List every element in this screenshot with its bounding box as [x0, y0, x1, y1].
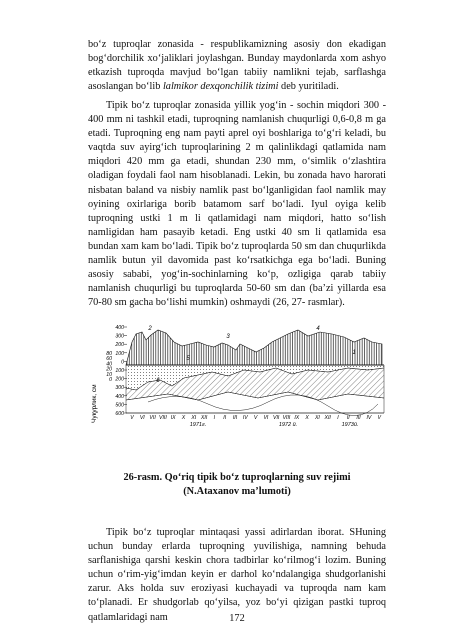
month-label: VIII	[282, 415, 291, 421]
left-tick-label: 10	[106, 371, 112, 378]
right-axis	[114, 325, 127, 417]
month-label: V	[130, 415, 134, 421]
month-label: I	[213, 415, 216, 421]
zone-label: 3	[226, 334, 230, 340]
figure-source: (N.Ataxanov ma’lumoti)	[183, 486, 291, 497]
month-label: X	[305, 415, 309, 421]
moisture-area-upper	[126, 330, 382, 365]
month-label: IV	[242, 415, 248, 421]
right-tick-label: 200	[115, 376, 124, 383]
right-tick-label: 300	[115, 385, 124, 392]
month-label: II	[223, 415, 227, 421]
paragraph-1	[88, 38, 386, 94]
left-tick-label: 40	[106, 361, 112, 368]
paragraph-1-italic: lalmikor dexqonchilik tizimi	[162, 81, 279, 93]
right-tick-label: 400	[115, 325, 124, 331]
right-tick-label: 600	[115, 411, 124, 417]
month-label: I	[337, 415, 339, 421]
left-tick-label: 60	[106, 356, 112, 363]
right-tick-label: 500	[115, 402, 124, 409]
month-label: II	[346, 415, 350, 421]
right-tick-label: 100	[115, 368, 124, 374]
paragraph-1-text: bo‘z tuproqlar zonasida - respublikamizning asosiy don ekadigan bog‘dorchilik xo‘jaliklari joylashgan. Bunday maydonlarda xom ashyo etkazish tuproqda mavjud bo‘lgan tabiiy namlikni tejab, sarflashga asoslangan bo‘lib	[88, 39, 386, 93]
right-tick-label: 400	[115, 393, 124, 400]
month-label: X	[181, 415, 186, 421]
zone-label: 6	[156, 378, 160, 384]
year-labels	[190, 421, 359, 428]
zone-label: 4	[316, 326, 320, 332]
month-label: III	[356, 415, 361, 421]
left-tick-label: 20	[106, 366, 112, 373]
year-label: 1972 й.	[278, 422, 298, 428]
paragraph-2: Tipik bo‘z tuproqlar zonasida yillik yog‘in - sochin miqdori 300 - 400 mm ni tashkil etadi, tuproqning namlanish chuqurligi 0,6-0,8 m ga etadi. Tuproqning eng nam payti aprel oyi boshlariga to‘g‘ri keladi, bu vaqtda suv ayirg‘ich tuproqlarining 2 m qalinlikdagi qatlamida nam miqdori 420 mm ga etadi, shundan 230 mm, o‘simlik o‘zlashtira oladigan foydali faol nam hisoblanadi. Lekin, bu zonada havo harorati nisbatan baland va nisbiy namlik past bo‘lganligidan faol namlik may oyining oxirlariga borib batamom sarf bo‘ladi. Iyul oyiga kelib tuproqning ustki 1 m li qatlamidagi nam miqdori, hatto so‘lish namligidan ham pasayib ketadi. Eng ustki 40 sm li qatlamida esa bundan xam kam bo‘ladi. Tipik bo‘z tuproqlarda 50 sm dan chuqurlikda namlik butun yil davomida past ko‘rsatkichga ega bo‘ladi. Buning asosiy sababi, yog‘in-sochinlarning ko‘p, ozligiga qarab tabiiy namlanish chuqurligi bu tuproqlarda 50-60 sm dan (ba’zi yillarda esa 70-80 sm gacha bo‘lishi mumkin) oshmaydi (26, 27- rasmlar).	[88, 100, 386, 309]
year-label: 1973й.	[341, 422, 359, 428]
right-tick-label: 0	[121, 359, 124, 366]
diagram-svg	[88, 320, 390, 432]
depth-axis-label: Чуқурлик, см	[91, 384, 98, 423]
month-label: VII	[149, 415, 156, 421]
month-label: V	[253, 415, 258, 421]
month-label: VI	[139, 415, 145, 421]
left-tick-label: 0	[109, 377, 112, 383]
paragraph-3: Tipik bo‘z tuproqlar mintaqasi yassi adirlardan iborat. SHuning uchun bunday erlarda tuproqning yuvilishiga, namning behuda sarflanishiga qarshi keskin chora tadbirlar ko‘rilmog‘i lozim. Buning uchun o‘rim-yig‘imdan keyin er darhol ko‘ndalangiga shudgorlanishi zarur. Aks holda suv eroziyasi kuchayadi va tuproqda nam kam to‘planadi. Er shudgorlab qo‘yilsa, yoz bo‘yi qizigan pastki tuproq qatlamlaridagi nam	[88, 527, 386, 623]
isoline-inner	[148, 395, 378, 416]
month-label: VII	[273, 415, 280, 421]
month-label: XI	[191, 415, 197, 421]
month-label: V	[377, 415, 381, 421]
month-label: XI	[314, 415, 320, 421]
left-tick-label: 80	[106, 351, 112, 357]
month-label: VI	[263, 415, 269, 421]
paragraph-1-end: deb yuritiladi.	[278, 81, 339, 93]
zone-label: 2	[148, 326, 152, 332]
figure-caption: 26-rasm. Qo‘riq tipik bo‘z tuproqlarning suv rejimi	[123, 472, 351, 483]
month-label: III	[232, 415, 238, 421]
zone-label: 1	[352, 350, 356, 356]
month-label: IV	[366, 415, 372, 421]
left-axis	[105, 351, 112, 383]
month-label: XII	[200, 415, 208, 421]
year-label: 1971г.	[189, 422, 207, 428]
page-number: 172	[229, 613, 245, 624]
month-label: VIII	[159, 415, 167, 421]
month-label: IX	[294, 415, 300, 421]
soil-moisture-diagram	[88, 320, 390, 432]
right-tick-label: 100	[115, 350, 124, 357]
month-label: XII	[324, 415, 331, 421]
month-labels	[130, 415, 381, 421]
month-label: IX	[170, 415, 176, 421]
right-tick-label: 300	[115, 333, 124, 340]
right-tick-label: 200	[115, 342, 124, 349]
zone-label: 5	[186, 356, 190, 362]
